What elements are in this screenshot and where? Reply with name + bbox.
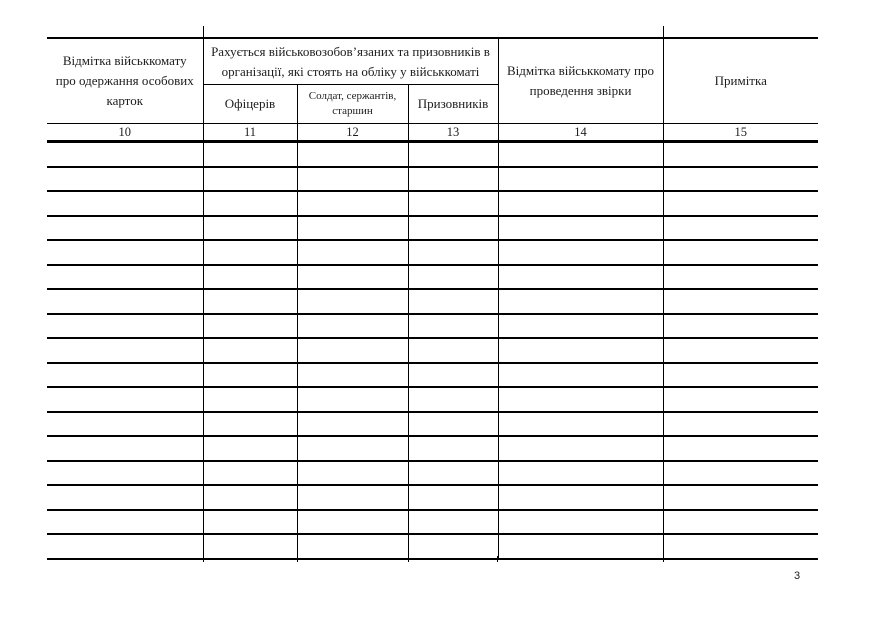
table-cell-empty xyxy=(203,314,297,339)
table-cell-empty xyxy=(203,436,297,461)
table-cell-empty xyxy=(203,142,297,167)
ruling-overshoot-tick xyxy=(203,556,204,562)
table-cell-empty xyxy=(47,240,203,265)
table-body xyxy=(47,142,818,559)
table-cell-empty xyxy=(663,363,818,388)
table-cell-empty xyxy=(47,510,203,535)
table-cell-empty xyxy=(498,191,663,216)
table-cell-empty xyxy=(47,191,203,216)
table-cell-empty xyxy=(663,338,818,363)
table-cell-empty xyxy=(203,216,297,241)
table-cell-empty xyxy=(47,485,203,510)
table-cell-empty xyxy=(498,265,663,290)
table-cell-empty xyxy=(297,289,408,314)
table-cell-empty xyxy=(498,485,663,510)
table-cell-empty xyxy=(498,338,663,363)
table-cell-empty xyxy=(47,534,203,559)
table-row xyxy=(47,412,818,437)
table-cell-empty xyxy=(203,191,297,216)
table-cell-empty xyxy=(408,461,498,486)
table-row xyxy=(47,167,818,192)
table-cell-empty xyxy=(203,240,297,265)
table-cell-empty xyxy=(663,461,818,486)
ruling-overshoot-tick xyxy=(663,26,664,38)
table-cell-empty xyxy=(663,314,818,339)
table-cell-empty xyxy=(498,461,663,486)
table-cell-empty xyxy=(663,289,818,314)
table-cell-empty xyxy=(47,338,203,363)
table-cell-empty xyxy=(498,216,663,241)
table-cell-empty xyxy=(498,412,663,437)
table-cell-empty xyxy=(297,485,408,510)
table-cell-empty xyxy=(297,167,408,192)
ruling-overshoot-tick xyxy=(297,556,298,562)
table-cell-empty xyxy=(203,265,297,290)
table-cell-empty xyxy=(663,436,818,461)
table-cell-empty xyxy=(297,240,408,265)
table-cell-empty xyxy=(203,387,297,412)
page-number: 3 xyxy=(793,570,801,582)
column-header-note: Примітка xyxy=(663,38,818,124)
table-row xyxy=(47,485,818,510)
table-row xyxy=(47,363,818,388)
table-cell-empty xyxy=(47,289,203,314)
table-cell-empty xyxy=(498,167,663,192)
table-cell-empty xyxy=(297,510,408,535)
table-cell-empty xyxy=(408,510,498,535)
table-cell-empty xyxy=(297,265,408,290)
column-number-12: 12 xyxy=(297,124,408,142)
table-row xyxy=(47,534,818,559)
table-header xyxy=(47,38,818,142)
table-cell-empty xyxy=(408,387,498,412)
table-cell-empty xyxy=(663,265,818,290)
table-cell-empty xyxy=(47,412,203,437)
table-cell-empty xyxy=(408,191,498,216)
table-cell-empty xyxy=(408,142,498,167)
table-cell-empty xyxy=(297,534,408,559)
table-cell-empty xyxy=(408,289,498,314)
table-cell-empty xyxy=(498,534,663,559)
table-cell-empty xyxy=(498,240,663,265)
table-row xyxy=(47,216,818,241)
column-number-11: 11 xyxy=(203,124,297,142)
table-cell-empty xyxy=(47,265,203,290)
table-cell-empty xyxy=(663,387,818,412)
table-cell-empty xyxy=(47,363,203,388)
table-cell-empty xyxy=(297,216,408,241)
table-cell-empty xyxy=(47,436,203,461)
table-row xyxy=(47,314,818,339)
ruling-overshoot-tick xyxy=(408,556,409,562)
table-cell-empty xyxy=(297,387,408,412)
table-cell-empty xyxy=(203,289,297,314)
table-row xyxy=(47,142,818,167)
table-cell-empty xyxy=(203,534,297,559)
table-cell-empty xyxy=(408,363,498,388)
military-registry-table xyxy=(47,37,818,560)
table-cell-empty xyxy=(203,510,297,535)
ruling-overshoot-tick xyxy=(663,556,664,562)
ruling-overshoot-tick xyxy=(497,556,498,562)
table-cell-empty xyxy=(498,436,663,461)
header-row-top xyxy=(47,38,818,85)
column-header-verification-mark: Відмітка військкомату про проведення звірки xyxy=(498,38,663,124)
table-row xyxy=(47,387,818,412)
table-row xyxy=(47,265,818,290)
table-cell-empty xyxy=(498,510,663,535)
table-cell-empty xyxy=(498,363,663,388)
table-cell-empty xyxy=(498,142,663,167)
table-cell-empty xyxy=(408,412,498,437)
table-cell-empty xyxy=(663,485,818,510)
column-header-conscripts: Призовників xyxy=(408,85,498,124)
table-cell-empty xyxy=(663,412,818,437)
table-row xyxy=(47,191,818,216)
table-cell-empty xyxy=(47,461,203,486)
table-cell-empty xyxy=(663,191,818,216)
table-cell-empty xyxy=(408,436,498,461)
table-cell-empty xyxy=(408,314,498,339)
table-cell-empty xyxy=(297,142,408,167)
table-cell-empty xyxy=(663,216,818,241)
table-cell-empty xyxy=(297,436,408,461)
table-cell-empty xyxy=(408,338,498,363)
table-cell-empty xyxy=(203,338,297,363)
table-cell-empty xyxy=(297,314,408,339)
column-number-14: 14 xyxy=(498,124,663,142)
table-row xyxy=(47,510,818,535)
table-cell-empty xyxy=(47,167,203,192)
column-header-card-receipt-mark: Відмітка військкомату про одержання особових карток xyxy=(47,38,203,124)
column-number-13: 13 xyxy=(408,124,498,142)
table-cell-empty xyxy=(203,167,297,192)
table-cell-empty xyxy=(663,167,818,192)
table-cell-empty xyxy=(203,461,297,486)
table-cell-empty xyxy=(498,387,663,412)
table-cell-empty xyxy=(663,534,818,559)
column-header-soldiers-sergeants: Солдат, сержантів, старшин xyxy=(297,85,408,124)
table-cell-empty xyxy=(297,338,408,363)
table-cell-empty xyxy=(498,314,663,339)
table-row xyxy=(47,436,818,461)
table-cell-empty xyxy=(47,216,203,241)
table-cell-empty xyxy=(203,485,297,510)
table-cell-empty xyxy=(663,510,818,535)
table-cell-empty xyxy=(47,387,203,412)
table-cell-empty xyxy=(408,240,498,265)
table-row xyxy=(47,461,818,486)
table-cell-empty xyxy=(408,216,498,241)
table-cell-empty xyxy=(408,167,498,192)
table-cell-empty xyxy=(297,412,408,437)
table-cell-empty xyxy=(297,461,408,486)
column-numbers-row xyxy=(47,124,818,142)
table-cell-empty xyxy=(498,289,663,314)
table-cell-empty xyxy=(663,240,818,265)
table-cell-empty xyxy=(408,534,498,559)
table-cell-empty xyxy=(408,265,498,290)
table-cell-empty xyxy=(47,142,203,167)
column-number-15: 15 xyxy=(663,124,818,142)
table-row xyxy=(47,240,818,265)
table-cell-empty xyxy=(203,363,297,388)
table-cell-empty xyxy=(203,412,297,437)
table-cell-empty xyxy=(663,142,818,167)
column-number-10: 10 xyxy=(47,124,203,142)
table-cell-empty xyxy=(297,363,408,388)
table-cell-empty xyxy=(408,485,498,510)
ruling-overshoot-tick xyxy=(203,26,204,38)
table-cell-empty xyxy=(297,191,408,216)
table-row xyxy=(47,338,818,363)
table-row xyxy=(47,289,818,314)
table-cell-empty xyxy=(47,314,203,339)
group-header-registered-in-organization: Рахується військовозобов’язаних та призовників в організації, які стоять на обліку у військкоматі xyxy=(203,38,498,85)
column-header-officers: Офіцерів xyxy=(203,85,297,124)
